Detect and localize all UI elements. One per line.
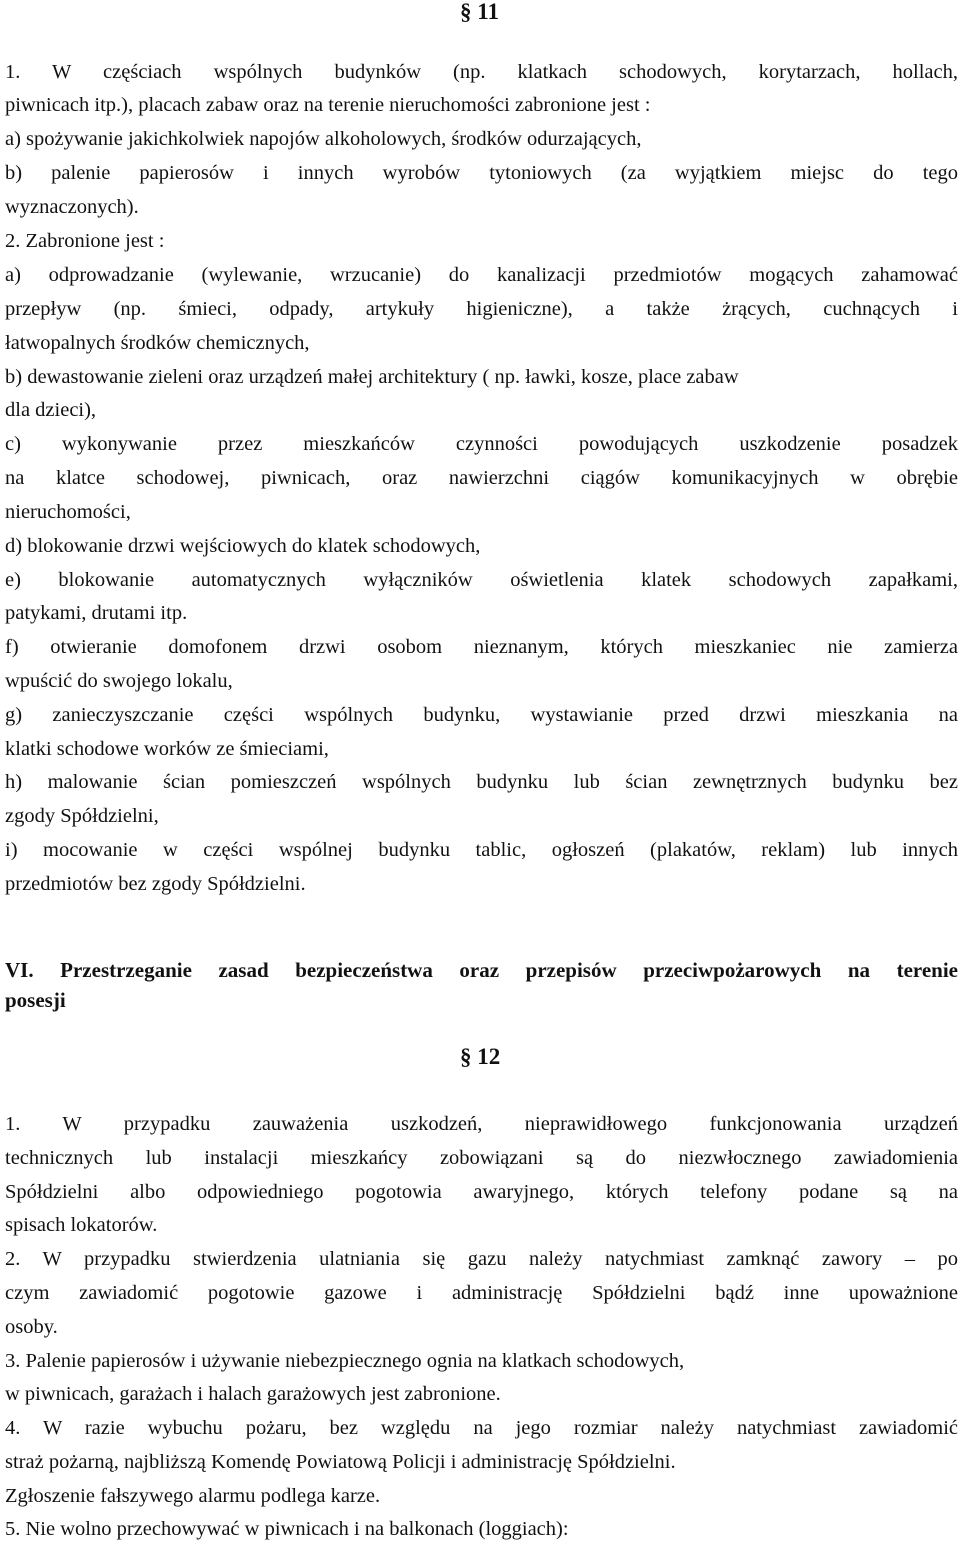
text-line: Zgłoszenie fałszywego alarmu podlega karze. xyxy=(5,1485,381,1507)
text-line: b) dewastowanie zieleni oraz urządzeń małej architektury ( np. ławki, kosze, place zabaw xyxy=(5,366,739,388)
text-line: czym zawiadomić pogotowie gazowe i administrację Spółdzielni bądź inne upoważnione xyxy=(5,1282,958,1304)
text-line: dla dzieci), xyxy=(5,399,97,421)
text-line: łatwopalnych środków chemicznych, xyxy=(5,332,310,354)
text-line: f) otwieranie domofonem drzwi osobom nieznanym, których mieszkaniec nie zamierza xyxy=(5,636,958,658)
text-line: 4. W razie wybuchu pożaru, bez względu na jego rozmiar należy natychmiast zawiadomić xyxy=(5,1417,958,1439)
section-vi-heading: VI. Przestrzeganie zasad bezpieczeństwa oraz przepisów przeciwpożarowych na terenie xyxy=(5,958,958,982)
text-line: c) wykonywanie przez mieszkańców czynności powodujących uszkodzenie posadzek xyxy=(5,433,958,455)
text-line: a) odprowadzanie (wylewanie, wrzucanie) do kanalizacji przedmiotów mogących zahamować xyxy=(5,264,958,286)
text-line: piwnicach itp.), placach zabaw oraz na terenie nieruchomości zabronione jest : xyxy=(5,94,651,116)
text-line: przedmiotów bez zgody Spółdzielni. xyxy=(5,873,306,895)
section-vi-heading-cont: posesji xyxy=(5,988,66,1012)
text-line: 1. W przypadku zauważenia uszkodzeń, nieprawidłowego funkcjonowania urządzeń xyxy=(5,1113,958,1135)
text-line: 2. W przypadku stwierdzenia ulatniania się gazu należy natychmiast zamknąć zawory – po xyxy=(5,1248,958,1270)
text-line: wpuścić do swojego lokalu, xyxy=(5,670,233,692)
text-line: Spółdzielni albo odpowiedniego pogotowia awaryjnego, których telefony podane są na xyxy=(5,1181,958,1203)
text-line: 2. Zabronione jest : xyxy=(5,230,165,252)
text-line: na klatce schodowej, piwnicach, oraz nawierzchni ciągów komunikacyjnych w obrębie xyxy=(5,467,958,489)
text-line: w piwnicach, garażach i halach garażowych jest zabronione. xyxy=(5,1383,501,1405)
text-line: przepływ (np. śmieci, odpady, artykuły higieniczne), a także żrących, cuchnących i xyxy=(5,298,958,320)
text-line: b) palenie papierosów i innych wyrobów tytoniowych (za wyjątkiem miejsc do tego xyxy=(5,162,958,184)
text-line: osoby. xyxy=(5,1316,58,1338)
text-line: zgody Spółdzielni, xyxy=(5,805,159,827)
text-line: wyznaczonych). xyxy=(5,196,139,218)
text-line: spisach lokatorów. xyxy=(5,1214,158,1236)
section-12-heading: § 12 xyxy=(460,1044,501,1069)
text-line: technicznych lub instalacji mieszkańcy zobowiązani są do niezwłocznego zawiadomienia xyxy=(5,1147,958,1169)
text-line: klatki schodowe worków ze śmieciami, xyxy=(5,738,329,760)
text-line: nieruchomości, xyxy=(5,501,131,523)
text-line: i) mocowanie w części wspólnej budynku tablic, ogłoszeń (plakatów, reklam) lub innych xyxy=(5,839,958,861)
text-line: patykami, drutami itp. xyxy=(5,602,188,624)
section-11-heading: § 11 xyxy=(460,0,499,24)
text-line: 3. Palenie papierosów i używanie niebezpiecznego ognia na klatkach schodowych, xyxy=(5,1350,685,1372)
text-line: e) blokowanie automatycznych wyłączników oświetlenia klatek schodowych zapałkami, xyxy=(5,569,958,591)
text-line: 1. W częściach wspólnych budynków (np. klatkach schodowych, korytarzach, hollach, xyxy=(5,61,958,83)
text-line: g) zanieczyszczanie części wspólnych budynku, wystawianie przed drzwi mieszkania na xyxy=(5,704,958,726)
text-line: a) spożywanie jakichkolwiek napojów alkoholowych, środków odurzających, xyxy=(5,128,642,150)
text-line: h) malowanie ścian pomieszczeń wspólnych budynku lub ścian zewnętrznych budynku bez xyxy=(5,771,958,793)
text-line: straż pożarną, najbliższą Komendę Powiatową Policji i administrację Spółdzielni. xyxy=(5,1451,676,1473)
text-line: d) blokowanie drzwi wejściowych do klatek schodowych, xyxy=(5,535,481,557)
text-line: 5. Nie wolno przechowywać w piwnicach i na balkonach (loggiach): xyxy=(5,1518,569,1540)
